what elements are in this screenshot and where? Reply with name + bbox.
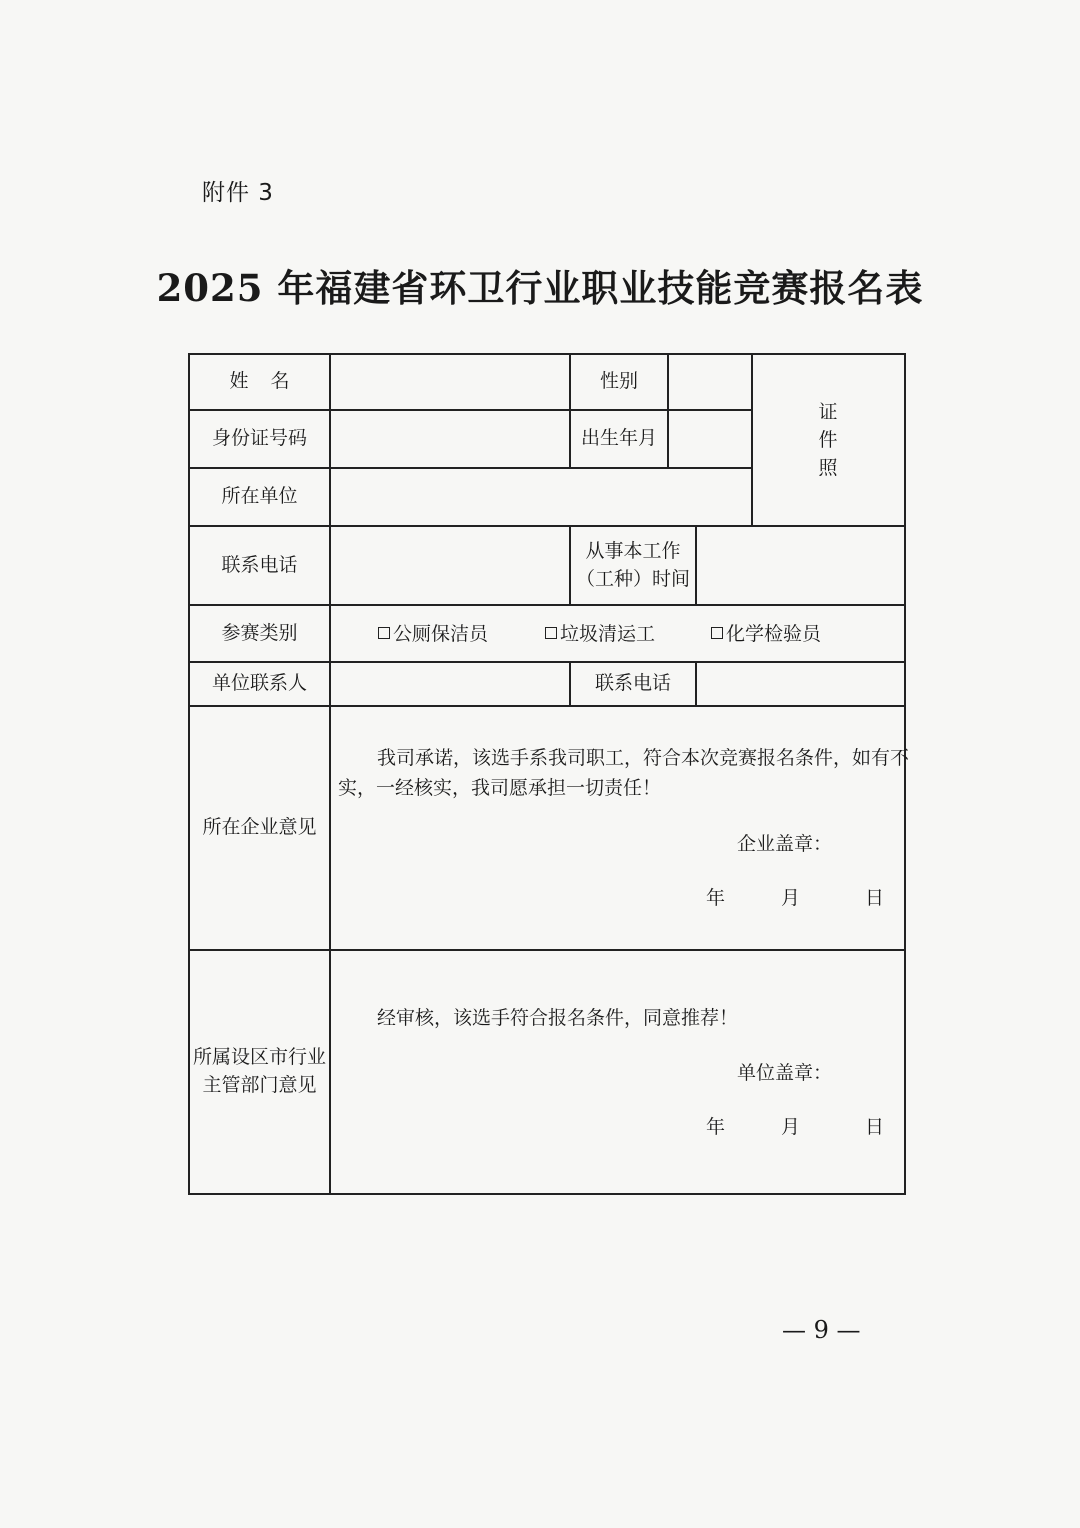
enterprise-date-day: 日 (865, 887, 885, 909)
work-time-field[interactable] (697, 527, 904, 604)
enterprise-date-year: 年 (706, 887, 726, 909)
checkbox-icon[interactable] (378, 627, 390, 639)
contact-person-label: 单位联系人 (211, 672, 307, 695)
page-title: 2025 年福建省环卫行业职业技能竞赛报名表 (156, 266, 924, 310)
photo-label-char: 件 (818, 429, 838, 451)
name-label: 姓名 (229, 370, 312, 393)
enterprise-seal-label: 企业盖章： (737, 833, 833, 855)
dept-statement: 经审核，该选手符合报名条件，同意推荐！ (377, 1007, 739, 1029)
id-number-label: 身份证号码 (211, 427, 307, 450)
dept-date-year: 年 (706, 1116, 726, 1138)
page-number: — 9 — (782, 1316, 861, 1344)
unit-label: 所在单位 (221, 485, 298, 508)
dept-opinion-label-line2: 主管部门意见 (202, 1074, 317, 1096)
contact-person-field[interactable] (331, 663, 569, 705)
category-option-toilet-cleaner[interactable] (378, 619, 488, 646)
checkbox-icon[interactable] (711, 627, 723, 639)
photo-label-char: 证 (818, 401, 838, 423)
work-time-label-line2: （工种）时间 (575, 567, 690, 590)
dept-seal-label: 单位盖章： (737, 1062, 833, 1084)
gender-label: 性别 (599, 370, 638, 393)
phone-label: 联系电话 (221, 553, 298, 576)
name-field[interactable] (331, 355, 569, 409)
dept-date-month: 月 (781, 1116, 801, 1138)
dept-opinion-label-line1: 所属设区市行业 (192, 1046, 326, 1069)
enterprise-date-month: 月 (781, 887, 801, 909)
category-option-label: 公厕保洁员 (393, 623, 489, 645)
birth-date-label: 出生年月 (580, 427, 657, 450)
birth-date-field[interactable] (669, 411, 751, 467)
category-option-label: 垃圾清运工 (560, 623, 656, 645)
attachment-label: 附件 3 (202, 180, 274, 206)
enterprise-statement-line2: 实，一经核实，我司愿承担一切责任！ (338, 777, 662, 799)
work-time-label-line1: 从事本工作 (585, 539, 681, 562)
dept-opinion-label (190, 951, 329, 1193)
dept-date-day: 日 (865, 1116, 885, 1138)
category-option-chemical-inspector[interactable] (711, 619, 821, 646)
contact-phone-label: 联系电话 (594, 672, 671, 695)
phone-field[interactable] (331, 527, 569, 604)
checkbox-icon[interactable] (545, 627, 557, 639)
work-time-label (571, 527, 695, 604)
category-option-label: 化学检验员 (726, 623, 822, 645)
photo-placeholder[interactable] (810, 398, 846, 482)
enterprise-statement-line1: 我司承诺，该选手系我司职工，符合本次竞赛报名条件，如有不 (377, 747, 910, 769)
unit-field[interactable] (331, 469, 751, 525)
id-number-field[interactable] (331, 411, 569, 467)
grid-line (751, 353, 753, 525)
category-option-garbage-collector[interactable] (545, 619, 655, 646)
contact-phone-field[interactable] (697, 663, 904, 705)
enterprise-opinion-label: 所在企业意见 (202, 816, 317, 839)
gender-field[interactable] (669, 355, 751, 409)
category-label: 参赛类别 (221, 621, 298, 644)
photo-label-char: 照 (818, 457, 838, 479)
